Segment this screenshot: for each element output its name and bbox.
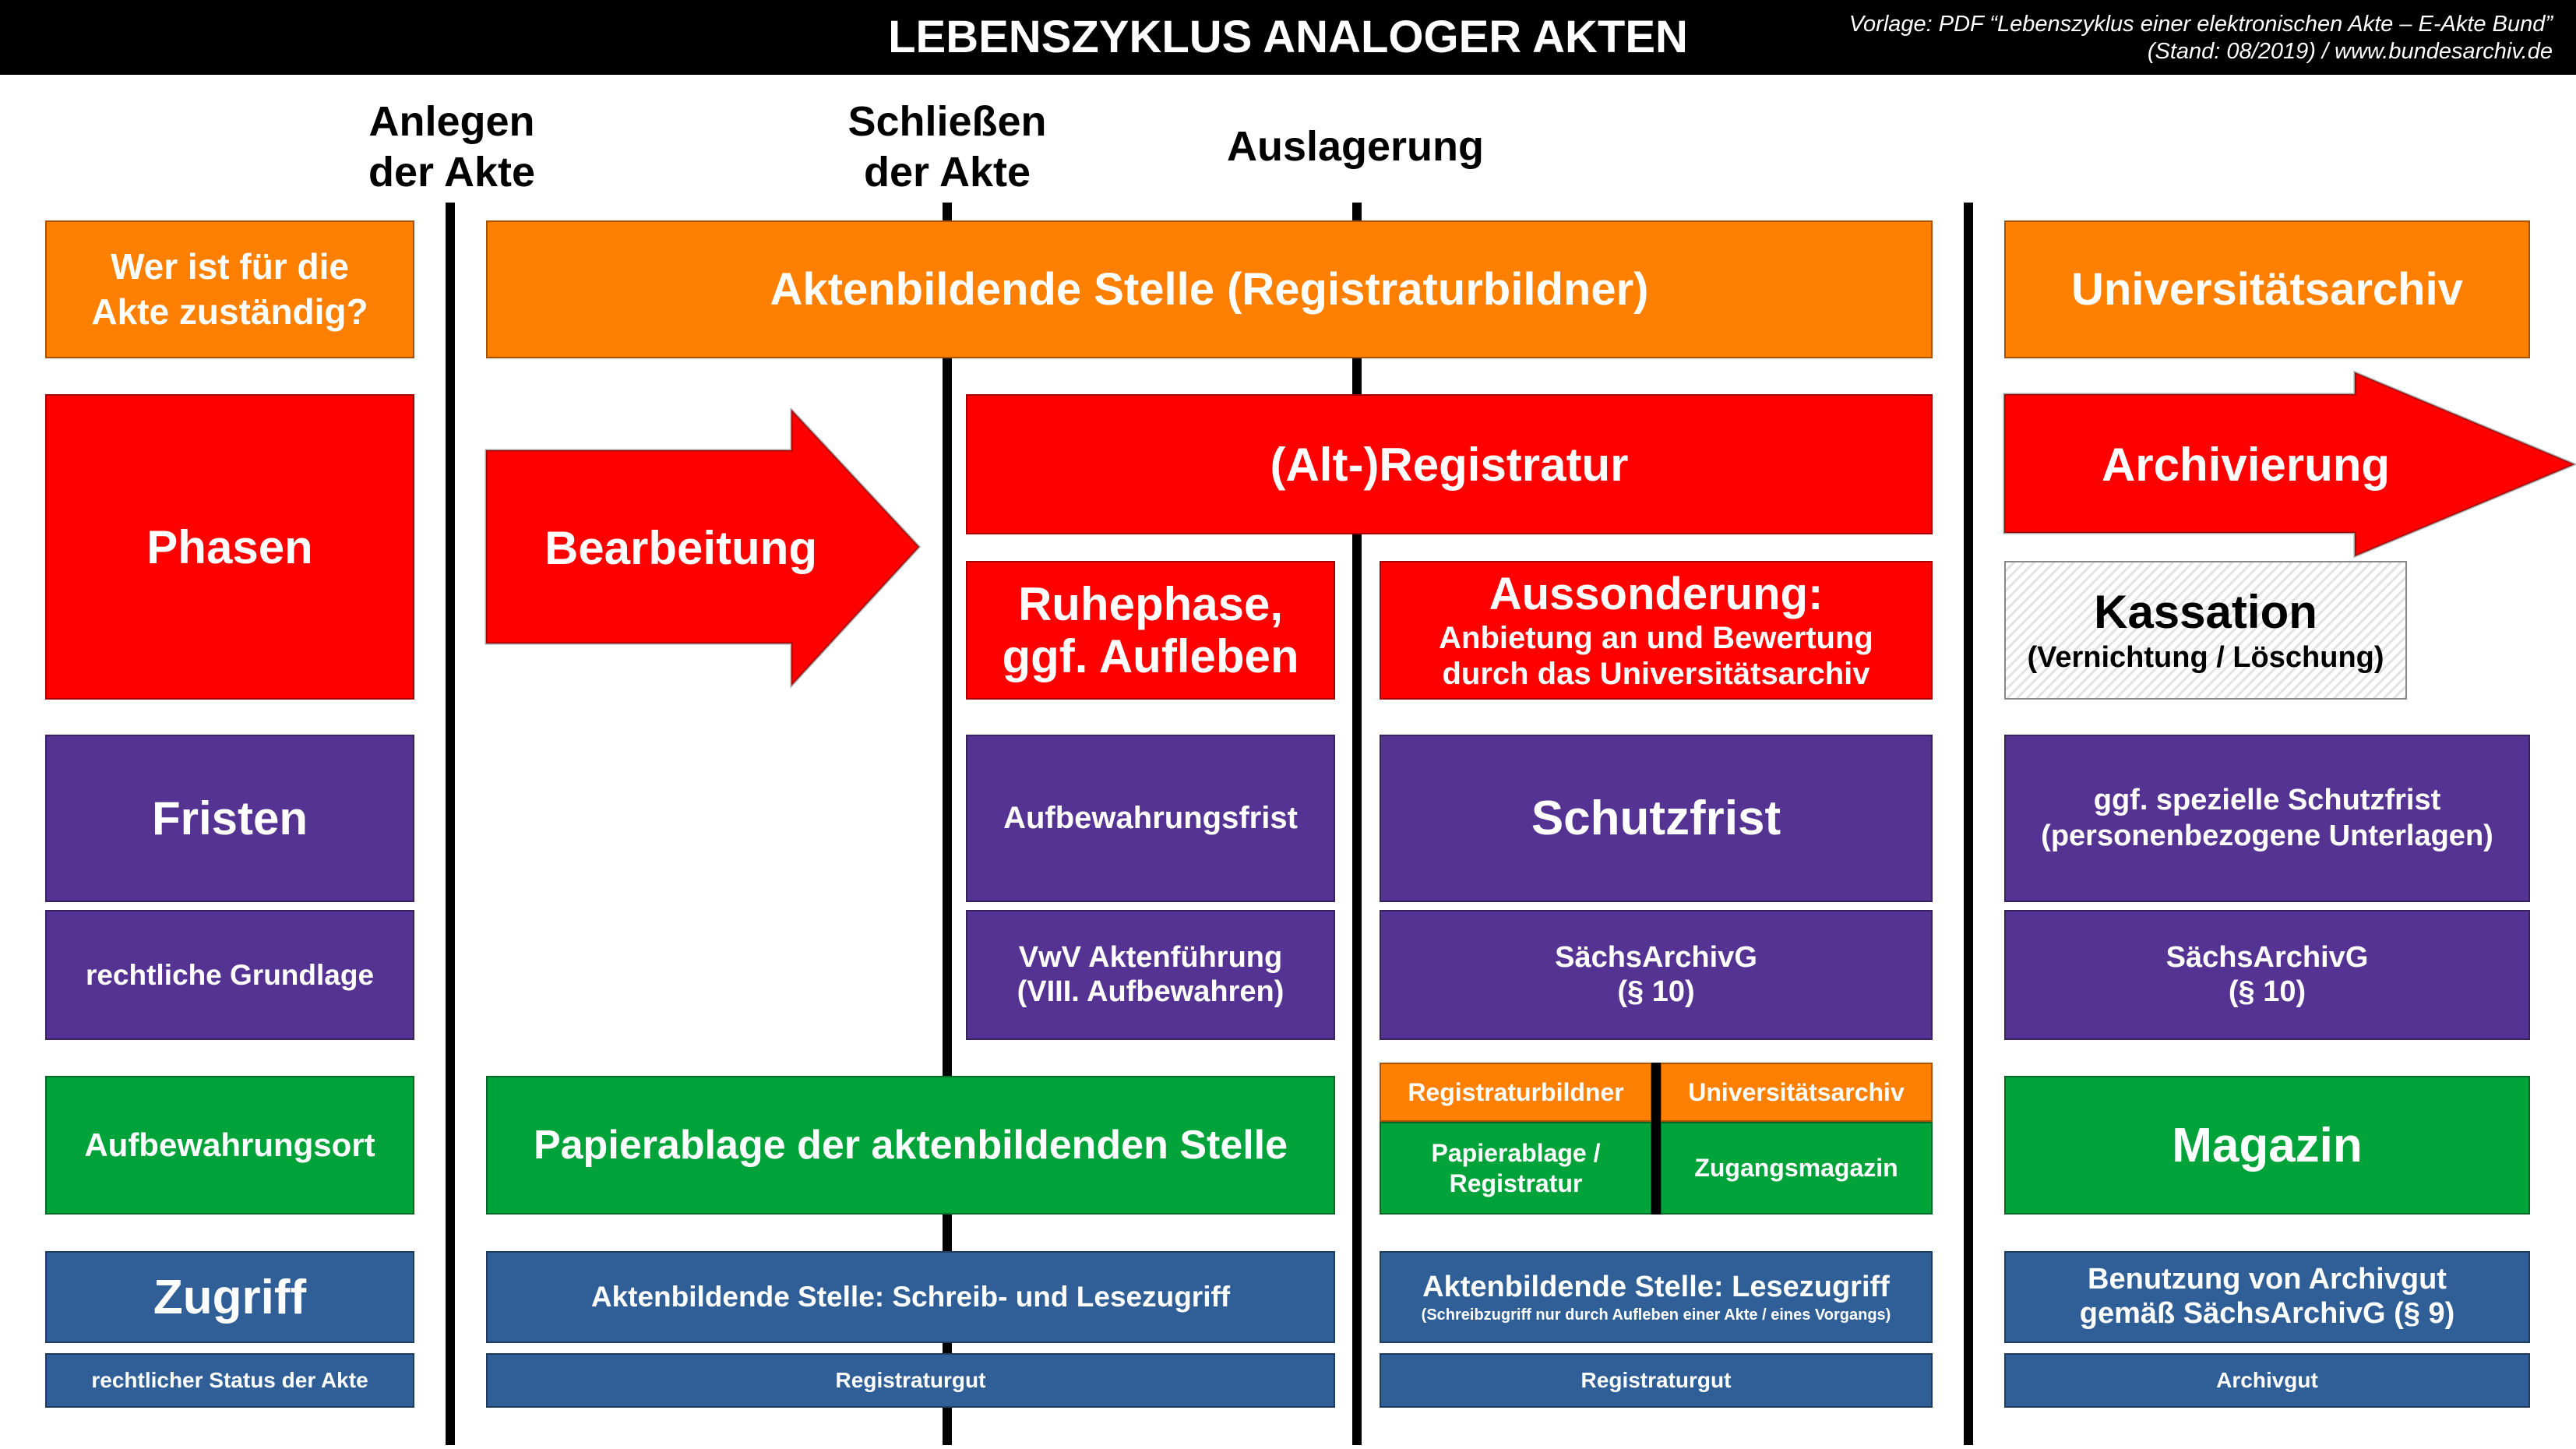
- benutzung-line-1: Benutzung von Archivgut: [2088, 1263, 2447, 1296]
- lesezugriff-sub: (Schreibzugriff nur durch Aufleben einer Akte / eines Vorgangs): [1421, 1306, 1891, 1324]
- schreib-lesezugriff-box: Aktenbildende Stelle: Schreib- und Lesezugriff: [486, 1251, 1335, 1343]
- divider-auslagerung: [1352, 203, 1362, 1445]
- magazin-box: Magazin: [2004, 1076, 2530, 1215]
- saechs2-line-2: (§ 10): [2228, 975, 2306, 1008]
- split-left-line-1: Papierablage /: [1431, 1139, 1601, 1168]
- saechsarchivg-box-1: [1380, 910, 1933, 1040]
- kassation-sub: (Vernichtung / Löschung): [2027, 641, 2384, 675]
- benutzung-box: [2004, 1251, 2530, 1343]
- milestone-anlegen-line-2: der Akte: [368, 148, 536, 196]
- label-ort: Aufbewahrungsort: [45, 1076, 414, 1215]
- lesezugriff-box: [1380, 1251, 1933, 1343]
- registraturgut-box-2: Registraturgut: [1380, 1353, 1933, 1408]
- lesezugriff-title: Aktenbildende Stelle: Lesezugriff: [1422, 1271, 1890, 1304]
- split-body-zugangsmagazin: Zugangsmagazin: [1660, 1122, 1933, 1215]
- registratur-box: (Alt-)Registratur: [966, 394, 1933, 534]
- ruhephase-line-1: Ruhephase,: [1017, 577, 1284, 630]
- label-zustaendig-line-2: Akte zuständig?: [91, 291, 368, 332]
- milestone-anlegen-line-1: Anlegen: [368, 98, 535, 145]
- kassation-box: [2004, 561, 2407, 700]
- title-bar: [0, 0, 2576, 75]
- divider-anlegen: [446, 203, 455, 1445]
- papierablage-box: Papierablage der aktenbildenden Stelle: [486, 1076, 1335, 1215]
- split-body-papierablage: [1380, 1122, 1652, 1215]
- source-note: [1849, 11, 2553, 65]
- aussonderung-box: [1380, 561, 1933, 700]
- milestone-anlegen: [327, 97, 576, 198]
- registraturgut-box-1: Registraturgut: [486, 1353, 1335, 1408]
- spezielle-line-2: (personenbezogene Unterlagen): [2041, 819, 2493, 852]
- source-line-1: Vorlage: PDF “Lebenszyklus einer elektronischen Akte – E-Akte Bund”: [1848, 12, 2553, 37]
- aussonderung-title: Aussonderung:: [1489, 568, 1824, 619]
- milestone-schliessen-line-2: der Akte: [863, 148, 1031, 196]
- saechs1-line-1: SächsArchivG: [1555, 940, 1757, 974]
- schutzfrist-box: Schutzfrist: [1380, 735, 1933, 902]
- aussonderung-sub-line-2: durch das Universitätsarchiv: [1442, 657, 1870, 692]
- kassation-title: Kassation: [2094, 586, 2317, 639]
- page-title: LEBENSZYKLUS ANALOGER AKTEN: [888, 12, 1688, 62]
- universitaetsarchiv-box: Universitätsarchiv: [2004, 220, 2530, 358]
- split-divider: [1651, 1063, 1661, 1215]
- vwv-line-1: VwV Aktenführung: [1018, 940, 1283, 974]
- divider-archiv: [1964, 203, 1973, 1445]
- ruhephase-box: [966, 561, 1335, 700]
- milestone-auslagerung: Auslagerung: [1226, 123, 1485, 170]
- split-head-registraturbildner: Registraturbildner: [1380, 1063, 1652, 1122]
- archivgut-box: Archivgut: [2004, 1353, 2530, 1408]
- label-grundlage: rechtliche Grundlage: [45, 910, 414, 1040]
- aktenbildende-stelle-box: Aktenbildende Stelle (Registraturbildner): [486, 220, 1933, 358]
- label-status: rechtlicher Status der Akte: [45, 1353, 414, 1408]
- split-head-universitaetsarchiv: Universitätsarchiv: [1660, 1063, 1933, 1122]
- saechs1-line-2: (§ 10): [1617, 975, 1695, 1008]
- milestone-schliessen: [807, 97, 1087, 198]
- label-phasen: Phasen: [45, 394, 414, 700]
- label-zustaendig-line-1: Wer ist für die: [111, 246, 349, 287]
- source-line-2: (Stand: 08/2019) / www.bundesarchiv.de: [2147, 38, 2553, 64]
- aufbewahrungsfrist-box: Aufbewahrungsfrist: [966, 735, 1335, 902]
- aussonderung-sub-line-1: Anbietung an und Bewertung: [1439, 621, 1873, 656]
- spezielle-line-1: ggf. spezielle Schutzfrist: [2093, 783, 2441, 816]
- vwv-line-2: (VIII. Aufbewahren): [1017, 975, 1284, 1008]
- saechsarchivg-box-2: [2004, 910, 2530, 1040]
- bearbeitung-label: Bearbeitung: [544, 521, 818, 574]
- spezielle-schutzfrist-box: [2004, 735, 2530, 902]
- label-fristen: Fristen: [45, 735, 414, 902]
- split-left-line-2: Registratur: [1449, 1169, 1583, 1197]
- label-zustaendig: [45, 220, 414, 358]
- archivierung-label: Archivierung: [2101, 438, 2391, 491]
- saechs2-line-1: SächsArchivG: [2165, 940, 2369, 974]
- benutzung-line-2: gemäß SächsArchivG (§ 9): [2079, 1297, 2455, 1330]
- milestone-schliessen-line-1: Schließen: [848, 98, 1047, 145]
- vwv-box: [966, 910, 1335, 1040]
- ruhephase-line-2: ggf. Aufleben: [1002, 630, 1299, 682]
- label-zugriff: Zugriff: [45, 1251, 414, 1343]
